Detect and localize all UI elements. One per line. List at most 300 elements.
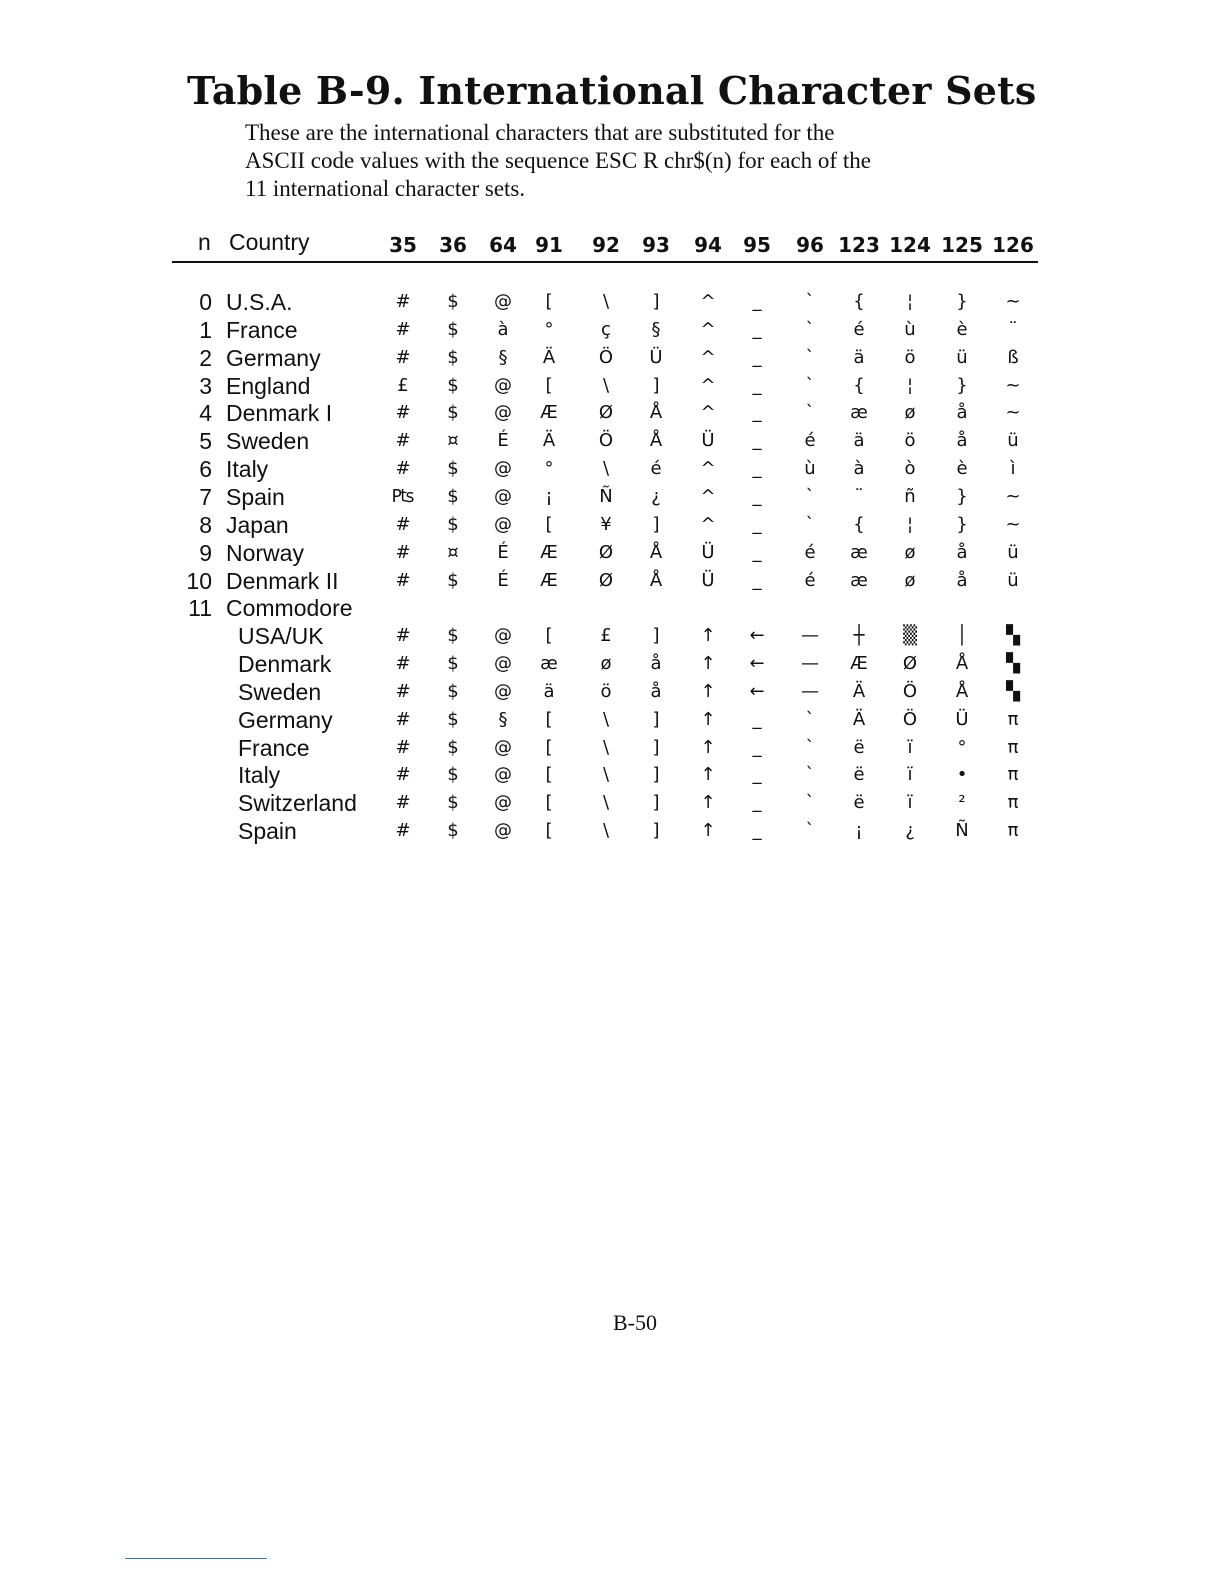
character-cell: $: [447, 737, 459, 758]
character-cell: ö: [600, 681, 612, 702]
character-cell: Ø: [598, 542, 614, 563]
character-cell: ù: [904, 319, 916, 340]
intro-line: 11 international character sets.: [245, 176, 526, 201]
character-cell: ~: [1005, 514, 1021, 535]
character-cell: $: [447, 764, 459, 785]
table-row: [0, 734, 1224, 762]
character-cell: ¦: [906, 291, 914, 312]
character-cell: \: [602, 764, 610, 785]
character-cell: Ü: [649, 347, 663, 368]
character-cell: ▚: [1006, 653, 1020, 674]
character-cell: Æ: [540, 570, 558, 591]
character-cell: Å: [649, 430, 663, 451]
character-cell: ~: [1005, 486, 1021, 507]
column-header-code: 125: [941, 233, 983, 257]
character-cell: \: [602, 458, 610, 479]
character-cell: ï: [907, 737, 913, 758]
character-cell: _: [752, 820, 762, 841]
character-cell: æ: [850, 402, 868, 423]
character-cell: _: [752, 514, 762, 535]
table-row: [0, 789, 1224, 817]
character-cell: É: [497, 542, 509, 563]
table-row: [0, 288, 1224, 316]
character-cell: _: [752, 402, 762, 423]
row-number: 7: [199, 484, 212, 510]
character-cell: {: [853, 375, 865, 396]
character-cell: Ä: [542, 347, 556, 368]
character-cell: π: [1007, 820, 1019, 841]
character-cell: $: [447, 458, 459, 479]
page-title: Table B-9. International Character Sets: [187, 68, 1037, 113]
character-cell: é: [650, 458, 662, 479]
character-cell: ø: [904, 542, 916, 563]
column-header-country: Country: [229, 229, 310, 255]
character-cell: π: [1007, 764, 1019, 785]
character-cell: ▚: [1006, 681, 1020, 702]
character-cell: #: [395, 737, 411, 758]
character-cell: $: [447, 820, 459, 841]
character-cell: ù: [804, 458, 816, 479]
table-row: [0, 706, 1224, 734]
country-name: Denmark I: [226, 400, 333, 426]
character-cell: _: [752, 291, 762, 312]
character-cell: å: [650, 681, 662, 702]
table-row: [0, 817, 1224, 845]
character-cell: ┼: [853, 625, 865, 646]
character-cell: ~: [1005, 402, 1021, 423]
character-cell: ø: [904, 402, 916, 423]
character-cell: —: [801, 681, 819, 702]
intro-line: These are the international characters that are substituted for the: [245, 120, 835, 145]
character-cell: ^: [700, 486, 716, 507]
row-number: 8: [199, 512, 212, 538]
character-cell: #: [395, 430, 411, 451]
table-row: [0, 567, 1224, 595]
country-name: France: [226, 317, 298, 343]
character-cell: é: [804, 570, 816, 591]
character-cell: ↑: [700, 820, 716, 841]
character-cell: Æ: [540, 402, 558, 423]
character-cell: Ø: [598, 402, 614, 423]
character-cell: @: [494, 737, 512, 758]
character-cell: [: [545, 737, 553, 758]
character-cell: ¿: [905, 820, 915, 841]
character-cell: Ä: [542, 430, 556, 451]
character-cell: `: [805, 514, 815, 535]
character-cell: \: [602, 375, 610, 396]
country-name: France: [238, 735, 310, 761]
character-cell: \: [602, 792, 610, 813]
character-cell: Ü: [701, 570, 715, 591]
character-cell: ü: [1007, 542, 1019, 563]
character-cell: [: [545, 709, 553, 730]
country-name: Italy: [238, 762, 281, 788]
character-cell: #: [395, 458, 411, 479]
character-cell: à: [497, 319, 509, 340]
character-cell: é: [804, 542, 816, 563]
table-row: [0, 427, 1224, 455]
row-number: 0: [199, 289, 212, 315]
character-cell: @: [494, 625, 512, 646]
character-cell: è: [956, 319, 968, 340]
character-cell: ø: [600, 653, 612, 674]
character-cell: £: [600, 625, 612, 646]
country-name: Sweden: [238, 679, 322, 705]
country-name: Germany: [238, 707, 333, 733]
character-cell: π: [1007, 792, 1019, 813]
character-cell: _: [752, 709, 762, 730]
table-row: [0, 344, 1224, 372]
character-cell: Ö: [598, 347, 614, 368]
character-cell: ^: [700, 319, 716, 340]
character-cell: #: [395, 542, 411, 563]
column-header-code: 36: [439, 233, 467, 257]
country-name: Norway: [226, 540, 304, 566]
country-name: Denmark II: [226, 568, 339, 594]
column-header-code: 95: [743, 233, 771, 257]
table-row: [0, 622, 1224, 650]
character-cell: @: [494, 458, 512, 479]
character-cell: `: [805, 375, 815, 396]
character-cell: _: [752, 792, 762, 813]
character-cell: ^: [700, 458, 716, 479]
character-cell: @: [494, 402, 512, 423]
character-cell: ¡: [545, 486, 553, 507]
column-header-n: n: [198, 229, 211, 255]
table-row: [0, 761, 1224, 789]
character-cell: #: [395, 347, 411, 368]
character-cell: }: [956, 514, 968, 535]
character-cell: ]: [652, 737, 660, 758]
character-cell: }: [956, 291, 968, 312]
character-cell: •: [956, 764, 968, 785]
table-row: [0, 511, 1224, 539]
character-cell: Ü: [955, 709, 969, 730]
character-cell: `: [805, 402, 815, 423]
character-cell: ë: [853, 737, 865, 758]
character-cell: ↑: [700, 737, 716, 758]
character-cell: }: [956, 375, 968, 396]
character-cell: $: [447, 319, 459, 340]
character-cell: _: [752, 347, 762, 368]
footer-mark: [125, 1558, 267, 1559]
character-cell: ì: [1010, 458, 1016, 479]
column-header-code: 94: [694, 233, 722, 257]
character-cell: ø: [904, 570, 916, 591]
character-cell: \: [602, 709, 610, 730]
character-cell: ←: [749, 625, 765, 646]
character-cell: æ: [540, 653, 558, 674]
character-cell: `: [805, 792, 815, 813]
column-header-code: 92: [592, 233, 620, 257]
character-cell: ë: [853, 792, 865, 813]
character-cell: ^: [700, 514, 716, 535]
table-row: [0, 399, 1224, 427]
character-cell: \: [602, 291, 610, 312]
country-name: Denmark: [238, 651, 332, 677]
character-cell: _: [752, 430, 762, 451]
character-cell: @: [494, 653, 512, 674]
character-cell: #: [395, 764, 411, 785]
character-cell: $: [447, 625, 459, 646]
character-cell: @: [494, 764, 512, 785]
character-cell: $: [447, 792, 459, 813]
character-cell: ²: [958, 792, 966, 813]
character-cell: ₧: [391, 486, 415, 507]
character-cell: ↑: [700, 653, 716, 674]
character-cell: Ö: [598, 430, 614, 451]
character-cell: @: [494, 514, 512, 535]
character-cell: ß: [1007, 347, 1019, 368]
character-cell: _: [752, 570, 762, 591]
character-cell: ^: [700, 402, 716, 423]
column-header-code: 93: [642, 233, 670, 257]
character-cell: #: [395, 291, 411, 312]
character-cell: Ø: [902, 653, 918, 674]
character-cell: è: [956, 458, 968, 479]
character-cell: ü: [1007, 430, 1019, 451]
character-cell: ¡: [855, 820, 863, 841]
character-cell: `: [805, 820, 815, 841]
character-cell: [: [545, 375, 553, 396]
character-cell: å: [956, 402, 968, 423]
character-cell: Ö: [902, 681, 918, 702]
character-cell: ↑: [700, 709, 716, 730]
character-cell: `: [805, 291, 815, 312]
character-cell: ¦: [906, 514, 914, 535]
character-cell: #: [395, 709, 411, 730]
character-cell: ]: [652, 291, 660, 312]
row-number: 11: [188, 595, 212, 621]
character-cell: ]: [652, 820, 660, 841]
character-cell: —: [801, 625, 819, 646]
character-cell: °: [544, 319, 554, 340]
character-cell: É: [497, 570, 509, 591]
character-cell: ▒: [903, 625, 917, 646]
column-header-code: 64: [489, 233, 517, 257]
character-cell: ]: [652, 792, 660, 813]
character-cell: ^: [700, 375, 716, 396]
character-cell: å: [956, 570, 968, 591]
character-cell: π: [1007, 709, 1019, 730]
character-cell: `: [805, 319, 815, 340]
character-cell: é: [853, 319, 865, 340]
table-row: [0, 539, 1224, 567]
country-name: Spain: [238, 818, 297, 844]
country-name: USA/UK: [238, 623, 324, 649]
character-cell: [: [545, 625, 553, 646]
table-row: [0, 650, 1224, 678]
character-cell: #: [395, 653, 411, 674]
character-cell: $: [447, 514, 459, 535]
country-name: U.S.A.: [226, 289, 293, 315]
character-cell: #: [395, 319, 411, 340]
character-cell: $: [447, 681, 459, 702]
character-cell: §: [498, 347, 508, 368]
column-header-code: 35: [389, 233, 417, 257]
table-row: [0, 678, 1224, 706]
character-cell: Ü: [701, 430, 715, 451]
column-header-code: 124: [889, 233, 931, 257]
character-cell: _: [752, 737, 762, 758]
character-cell: §: [498, 709, 508, 730]
character-cell: [: [545, 514, 553, 535]
character-cell: }: [956, 486, 968, 507]
character-cell: ▚: [1006, 625, 1020, 646]
character-cell: °: [544, 458, 554, 479]
page-number: B-50: [613, 1310, 657, 1335]
character-cell: $: [447, 375, 459, 396]
character-cell: ü: [956, 347, 968, 368]
character-cell: §: [651, 319, 661, 340]
character-cell: $: [447, 653, 459, 674]
character-cell: ä: [543, 681, 555, 702]
row-number: 6: [199, 456, 212, 482]
column-header-code: 123: [838, 233, 880, 257]
intro-paragraph: [245, 119, 985, 203]
character-cell: #: [395, 792, 411, 813]
character-cell: £: [397, 375, 409, 396]
character-cell: `: [805, 764, 815, 785]
character-cell: à: [853, 458, 865, 479]
row-number: 5: [199, 428, 212, 454]
character-cell: \: [602, 820, 610, 841]
character-cell: $: [447, 402, 459, 423]
character-cell: ←: [749, 681, 765, 702]
character-cell: @: [494, 820, 512, 841]
country-name: Switzerland: [238, 790, 357, 816]
character-cell: Å: [955, 681, 969, 702]
character-cell: Ñ: [955, 820, 969, 841]
character-cell: │: [956, 625, 968, 646]
character-cell: $: [447, 570, 459, 591]
character-cell: Æ: [850, 653, 868, 674]
row-number: 9: [199, 540, 212, 566]
character-cell: `: [805, 347, 815, 368]
character-cell: _: [752, 764, 762, 785]
character-cell: Ü: [701, 542, 715, 563]
character-cell: é: [804, 430, 816, 451]
character-cell: ñ: [904, 486, 916, 507]
country-name: Spain: [226, 484, 285, 510]
country-name: Germany: [226, 345, 321, 371]
character-cell: #: [395, 514, 411, 535]
character-cell: [: [545, 792, 553, 813]
character-cell: Ä: [852, 709, 866, 730]
character-cell: #: [395, 402, 411, 423]
character-cell: ¦: [906, 375, 914, 396]
character-cell: ]: [652, 375, 660, 396]
country-name: Commodore: [226, 595, 353, 621]
character-cell: ¿: [651, 486, 661, 507]
header-rule: [172, 261, 1038, 263]
character-cell: ~: [1005, 291, 1021, 312]
character-cell: `: [805, 709, 815, 730]
character-cell: $: [447, 291, 459, 312]
character-cell: ^: [700, 347, 716, 368]
character-cell: Ö: [902, 709, 918, 730]
character-cell: ^: [700, 291, 716, 312]
row-number: 3: [199, 373, 212, 399]
character-cell: _: [752, 486, 762, 507]
character-cell: °: [957, 737, 967, 758]
column-header-code: 96: [796, 233, 824, 257]
character-cell: ↑: [700, 764, 716, 785]
character-cell: Å: [649, 570, 663, 591]
table-row: [0, 594, 1224, 622]
column-header-code: 91: [535, 233, 563, 257]
character-cell: ¤: [447, 542, 459, 563]
character-cell: $: [447, 709, 459, 730]
character-cell: ü: [1007, 570, 1019, 591]
character-cell: å: [956, 430, 968, 451]
character-cell: ï: [907, 792, 913, 813]
character-cell: Ä: [852, 681, 866, 702]
character-cell: `: [805, 737, 815, 758]
country-name: Sweden: [226, 428, 310, 454]
character-cell: Å: [649, 542, 663, 563]
character-cell: [: [545, 764, 553, 785]
row-number: 2: [199, 345, 212, 371]
character-cell: `: [805, 486, 815, 507]
character-cell: ↑: [700, 625, 716, 646]
row-number: 10: [186, 568, 212, 594]
character-cell: #: [395, 570, 411, 591]
character-cell: ]: [652, 625, 660, 646]
character-cell: ~: [1005, 375, 1021, 396]
character-cell: _: [752, 458, 762, 479]
intro-line: ASCII code values with the sequence ESC R chr$(n) for each of the: [245, 148, 871, 173]
character-cell: \: [602, 737, 610, 758]
character-cell: ö: [904, 347, 916, 368]
character-cell: ö: [904, 430, 916, 451]
character-cell: —: [801, 653, 819, 674]
table-row: [0, 483, 1224, 511]
character-cell: É: [497, 430, 509, 451]
character-cell: #: [395, 820, 411, 841]
character-cell: ]: [652, 514, 660, 535]
row-number: 4: [199, 400, 212, 426]
character-cell: @: [494, 681, 512, 702]
character-cell: ↑: [700, 792, 716, 813]
character-cell: ↑: [700, 681, 716, 702]
country-name: Japan: [226, 512, 289, 538]
character-cell: æ: [850, 542, 868, 563]
country-name: England: [226, 373, 311, 399]
character-cell: _: [752, 319, 762, 340]
column-header-code: 126: [992, 233, 1034, 257]
character-cell: @: [494, 291, 512, 312]
character-cell: [: [545, 820, 553, 841]
table-row: [0, 372, 1224, 400]
character-cell: $: [447, 347, 459, 368]
character-cell: ä: [853, 347, 865, 368]
character-cell: @: [494, 486, 512, 507]
table-row: [0, 455, 1224, 483]
character-cell: ]: [652, 709, 660, 730]
character-cell: [: [545, 291, 553, 312]
character-cell: $: [447, 486, 459, 507]
character-cell: {: [853, 514, 865, 535]
character-cell: {: [853, 291, 865, 312]
character-cell: ò: [904, 458, 916, 479]
character-cell: ←: [749, 653, 765, 674]
table-row: [0, 316, 1224, 344]
character-cell: ç: [601, 319, 611, 340]
character-cell: ï: [907, 764, 913, 785]
character-cell: _: [752, 542, 762, 563]
character-cell: ¨: [1008, 319, 1018, 340]
